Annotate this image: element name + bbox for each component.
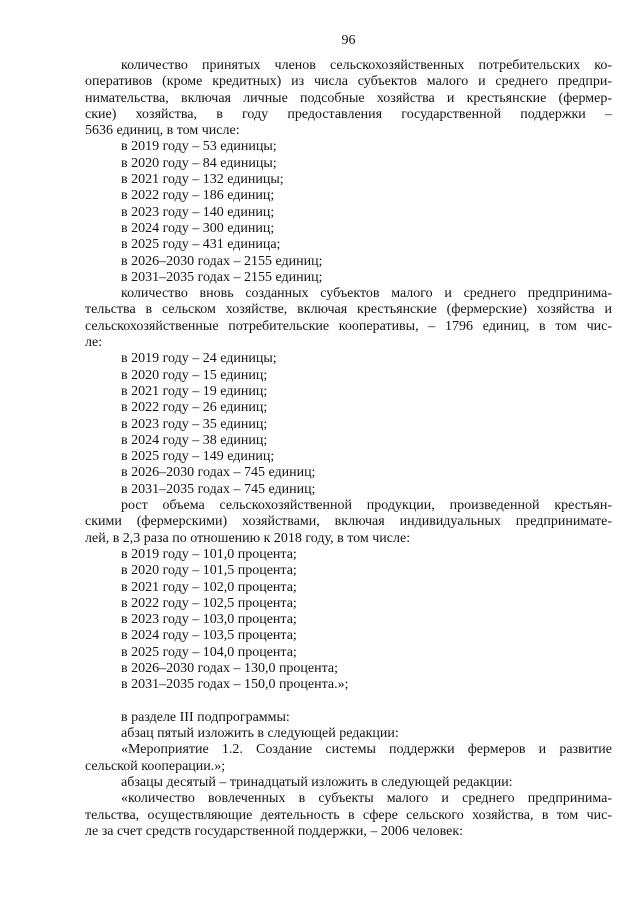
- text-line: количество принятых членов сельскохозяйственных потребительских ко-: [121, 58, 612, 73]
- text-line: лей, в 2,3 раза по отношению к 2018 году, в том числе:: [85, 530, 411, 546]
- list-new-smb-subjects: [85, 351, 612, 498]
- text-line: в 2020 году – 84 единицы;: [121, 155, 277, 171]
- text-line: в 2021 году – 132 единицы;: [121, 172, 284, 188]
- text-line: в 2022 году – 26 единиц;: [121, 400, 268, 416]
- text-line: в 2031–2035 годах – 150,0 процента.»;: [121, 677, 349, 693]
- page-number: 96: [341, 33, 356, 48]
- text-line: ские) хозяйства, в году предоставления государственной поддержки –: [85, 106, 612, 122]
- text-line: в 2031–2035 годах – 2155 единиц;: [121, 269, 323, 285]
- text-line: в 2023 году – 103,0 процента;: [121, 612, 297, 628]
- text-line: в 2019 году – 24 единицы;: [121, 351, 277, 367]
- text-line: в 2024 году – 103,5 процента;: [121, 628, 297, 644]
- text-line: в 2021 году – 19 единиц;: [121, 383, 268, 399]
- text-line: в 2023 году – 140 единиц;: [121, 204, 275, 220]
- text-line: тельства в сельском хозяйстве, включая крестьянские (фермерские) хозяйства и: [85, 302, 612, 318]
- text-line: в 2022 году – 186 единиц;: [121, 188, 275, 204]
- text-line: тельства, осуществляющие деятельность в сфере сельского хозяйства, в том чис-: [85, 807, 612, 823]
- text-line: «Мероприятие 1.2. Создание системы поддержки фермеров и развитие: [121, 742, 612, 758]
- text-line: абзац пятый изложить в следующей редакции:: [121, 726, 399, 742]
- text-line: в разделе III подпрограммы:: [121, 709, 290, 725]
- text-line: ле:: [85, 335, 103, 351]
- text-line: в 2025 году – 431 единица;: [121, 237, 281, 253]
- para-measure-1-2: [85, 742, 612, 775]
- text-line: в 2019 году – 101,0 процента;: [121, 546, 297, 562]
- text-line: 5636 единиц, в том числе:: [85, 123, 240, 139]
- text-line: сельскохозяйственные потребительские кооперативы, – 1796 единиц, в том чис-: [85, 318, 612, 334]
- text-line: в 2023 году – 35 единиц;: [121, 416, 268, 432]
- text-line: в 2026–2030 годах – 745 единиц;: [121, 465, 316, 481]
- para-fifth-paragraph: [85, 726, 612, 742]
- text-line: количество вновь созданных субъектов малого и среднего предпринима-: [121, 286, 612, 302]
- para-involved-smb: [85, 791, 612, 840]
- text-line: в 2025 году – 104,0 процента;: [121, 644, 297, 660]
- text-line: скими (фермерскими) хозяйствами, включая индивидуальных предпринимате-: [85, 514, 612, 530]
- text-line: в 2020 году – 101,5 процента;: [121, 563, 297, 579]
- text-line: в 2024 году – 38 единиц;: [121, 432, 268, 448]
- text-line: в 2031–2035 годах – 745 единиц;: [121, 481, 316, 497]
- text-line: в 2026–2030 годах – 2155 единиц;: [121, 253, 323, 269]
- text-line: оперативов (кроме кредитных) из числа субъектов малого и среднего предпри-: [85, 74, 612, 90]
- text-line: абзацы десятый – тринадцатый изложить в следующей редакции:: [121, 775, 513, 791]
- para-production-growth: [85, 498, 612, 547]
- para-tenth-thirteenth: [85, 775, 612, 791]
- text-line: рост объема сельскохозяйственной продукции, произведенной крестьян-: [121, 498, 612, 514]
- text-line: в 2024 году – 300 единиц;: [121, 220, 275, 236]
- text-line: в 2019 году – 53 единицы;: [121, 139, 277, 155]
- para-new-smb-subjects: [85, 286, 612, 351]
- text-line: ле за счет средств государственной поддержки, – 2006 человек:: [85, 823, 464, 839]
- text-line: в 2020 году – 15 единиц;: [121, 367, 268, 383]
- list-accepted-coop-members: [85, 139, 612, 286]
- text-line: в 2026–2030 годах – 130,0 процента;: [121, 660, 339, 676]
- text-line: в 2021 году – 102,0 процента;: [121, 579, 297, 595]
- text-line: сельской кооперации.»;: [85, 758, 226, 774]
- para-accepted-coop-members: [85, 58, 612, 139]
- text-line: в 2022 году – 102,5 процента;: [121, 595, 297, 611]
- text-block: [85, 58, 612, 840]
- text-line: в 2025 году – 149 единиц;: [121, 449, 275, 465]
- text-line: «количество вовлеченных в субъекты малого и среднего предпринима-: [121, 791, 612, 807]
- text-line: нимательства, включая личные подсобные хозяйства и крестьянские (фермер-: [85, 90, 612, 106]
- para-section-iii: [85, 710, 612, 726]
- list-production-growth: [85, 547, 612, 694]
